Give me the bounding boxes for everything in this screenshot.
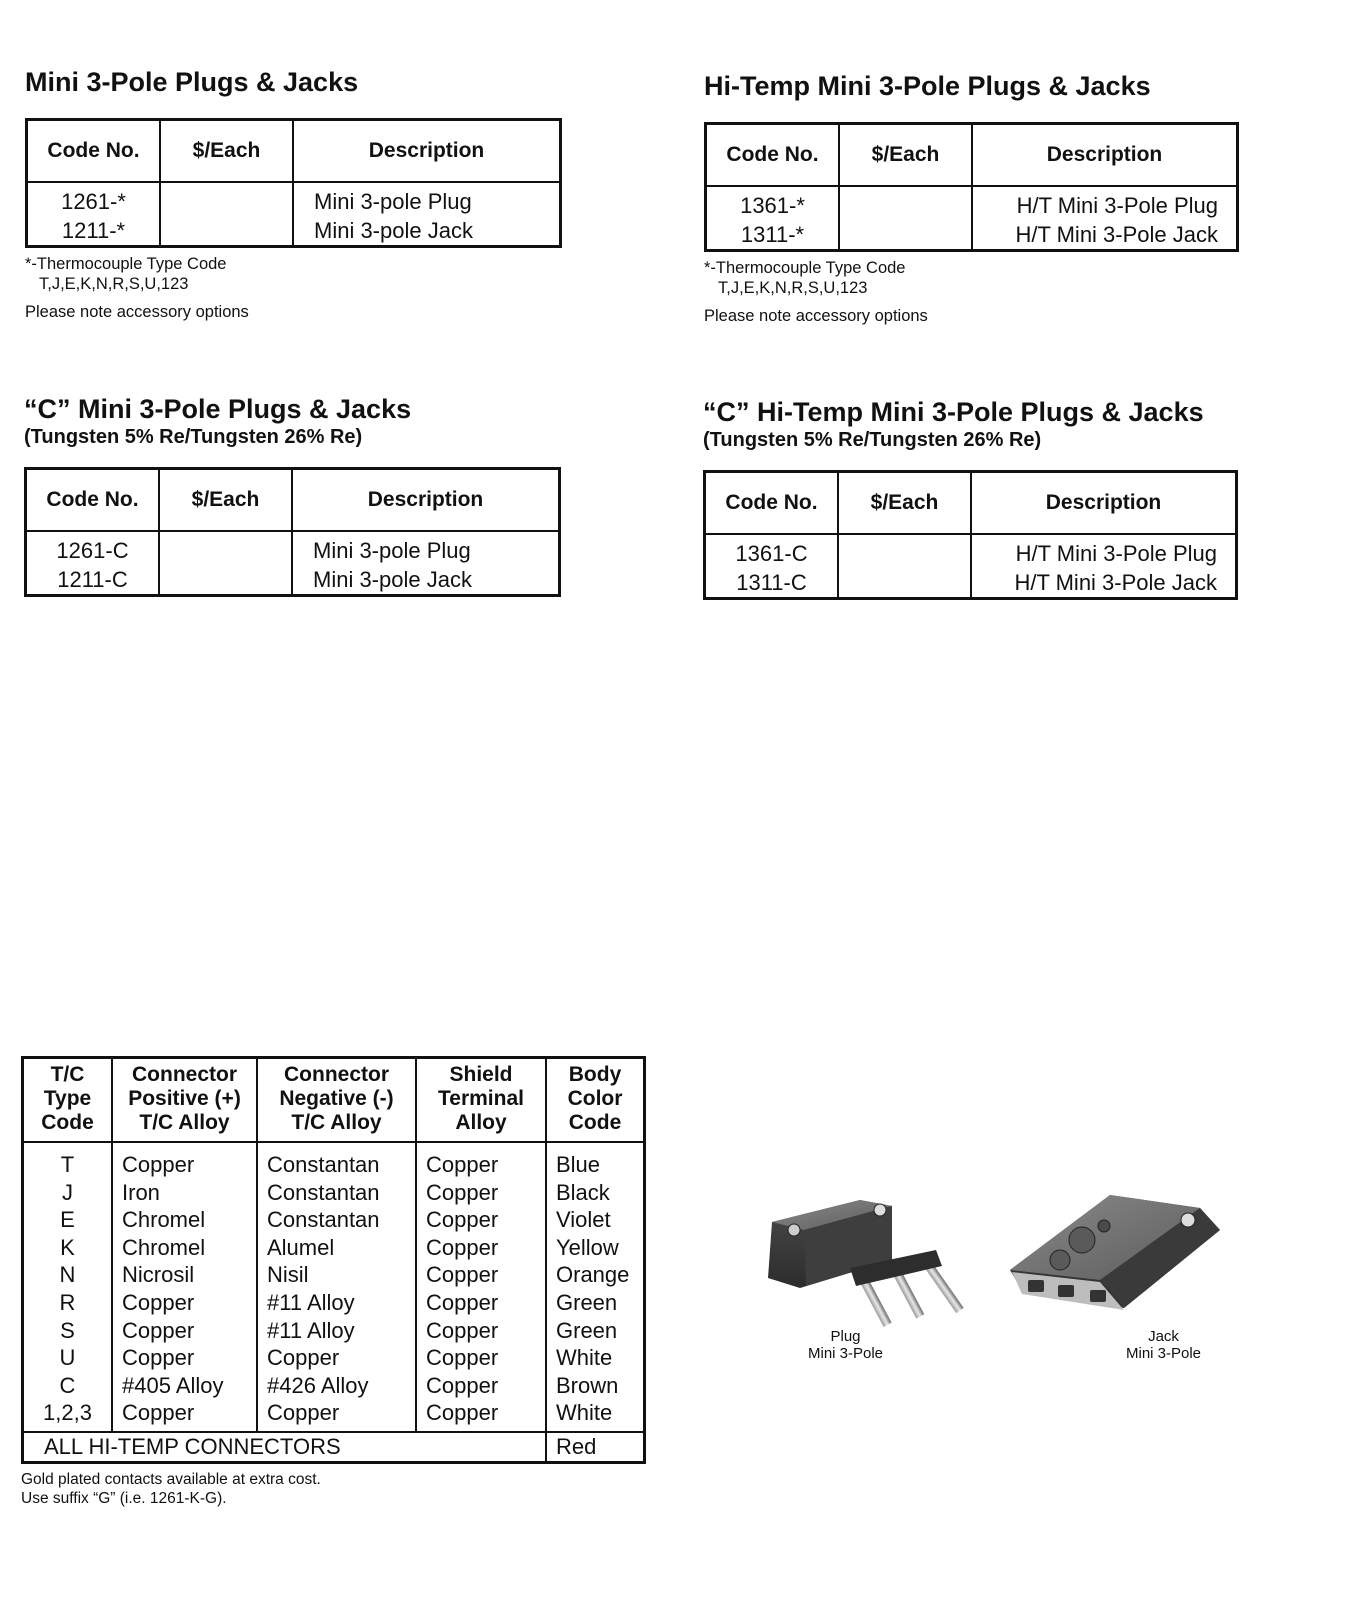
positive-alloy-cell: Copper (112, 1344, 257, 1372)
header-line: Type (43, 1087, 92, 1110)
tc-type-cell: K (23, 1234, 113, 1262)
table-header-row (705, 472, 1237, 535)
positive-alloy-cell: Copper (112, 1317, 257, 1345)
table-row (23, 1289, 645, 1317)
note-line: T,J,E,K,N,R,S,U,123 (39, 275, 189, 293)
header-each: $/Each (159, 469, 292, 532)
accessory-note: Please note accessory options (704, 307, 928, 325)
negative-alloy-cell: #11 Alloy (257, 1289, 416, 1317)
tc-type-cell: U (23, 1344, 113, 1372)
body-color-cell: Yellow (556, 1234, 619, 1260)
header-negative (257, 1058, 416, 1143)
header-positive (112, 1058, 257, 1143)
table-row (23, 1142, 645, 1179)
desc-cell: Mini 3-pole Jack (313, 567, 472, 592)
header-code: Code No. (706, 124, 840, 187)
alloy-table-body (23, 1142, 645, 1432)
table-header-row (706, 124, 1238, 187)
table-row (706, 220, 1238, 251)
table-row (706, 186, 1238, 220)
negative-alloy-cell: Constantan (257, 1179, 416, 1207)
header-shield (416, 1058, 546, 1143)
c-hitemp-section (703, 396, 1238, 600)
header-description: Description (971, 472, 1237, 535)
tc-type-cell: J (23, 1179, 113, 1207)
code-cell: 1211-* (27, 216, 161, 247)
code-cell: 1311-C (705, 568, 839, 599)
plug-connector (768, 1200, 964, 1327)
header-each: $/Each (838, 472, 971, 535)
each-cell (838, 534, 971, 568)
shield-alloy-cell: Copper (416, 1289, 546, 1317)
desc-cell: Mini 3-pole Plug (313, 538, 471, 563)
each-cell (159, 565, 292, 596)
table-row (23, 1261, 645, 1289)
caption-line: Plug (830, 1328, 861, 1345)
table-row (23, 1344, 645, 1372)
body-color-cell: Violet (556, 1207, 611, 1233)
body-color-cell: Black (556, 1179, 610, 1205)
negative-alloy-cell: #11 Alloy (257, 1317, 416, 1345)
tc-type-cell: N (23, 1261, 113, 1289)
code-cell: 1361-C (705, 534, 839, 568)
desc-cell: H/T Mini 3-Pole Plug (1016, 193, 1218, 218)
negative-alloy-cell: Copper (257, 1344, 416, 1372)
negative-alloy-cell: #426 Alloy (257, 1372, 416, 1400)
header-line: Connector (132, 1063, 237, 1086)
c-mini-title: “C” Mini 3-Pole Plugs & Jacks (24, 394, 412, 424)
shield-alloy-cell: Copper (416, 1234, 546, 1262)
c-mini-section (24, 393, 561, 597)
alloy-table (21, 1056, 646, 1464)
mini-section (25, 66, 562, 322)
header-line: Negative (-) (279, 1087, 394, 1110)
positive-alloy-cell: Copper (112, 1142, 257, 1179)
code-cell: 1261-* (27, 182, 161, 216)
negative-alloy-cell: Constantan (257, 1142, 416, 1179)
header-line: Color (567, 1087, 623, 1110)
header-line: Alloy (455, 1111, 507, 1134)
shield-alloy-cell: Copper (416, 1372, 546, 1400)
header-tc-type (23, 1058, 113, 1143)
header-line: T/C Alloy (139, 1111, 230, 1134)
footer-color: Red (546, 1432, 645, 1463)
jack-caption (1126, 1328, 1201, 1362)
header-each: $/Each (839, 124, 972, 187)
gold-plated-note (21, 1470, 646, 1508)
tc-type-cell: C (23, 1372, 113, 1400)
c-mini-subtitle: (Tungsten 5% Re/Tungsten 26% Re) (24, 426, 363, 448)
code-cell: 1211-C (26, 565, 160, 596)
header-description: Description (293, 120, 561, 183)
table-header-row (23, 1058, 645, 1143)
each-cell (160, 182, 293, 216)
hitemp-table (704, 122, 1239, 252)
tc-type-cell: S (23, 1317, 113, 1345)
positive-alloy-cell: Iron (112, 1179, 257, 1207)
table-row (26, 531, 560, 565)
note-line: Use suffix “G” (i.e. 1261-K-G). (21, 1489, 227, 1507)
positive-alloy-cell: Nicrosil (112, 1261, 257, 1289)
body-color-cell: White (556, 1345, 613, 1371)
header-code: Code No. (27, 120, 161, 183)
table-row (23, 1234, 645, 1262)
desc-cell: H/T Mini 3-Pole Jack (1015, 222, 1218, 247)
negative-alloy-cell: Copper (257, 1399, 416, 1432)
tc-type-cell: E (23, 1206, 113, 1234)
tc-type-cell: R (23, 1289, 113, 1317)
c-hitemp-table (703, 470, 1238, 600)
desc-cell: H/T Mini 3-Pole Plug (1015, 541, 1217, 566)
note-line: T,J,E,K,N,R,S,U,123 (718, 279, 868, 297)
table-row (23, 1372, 645, 1400)
table-row (27, 216, 561, 247)
negative-alloy-cell: Alumel (257, 1234, 416, 1262)
header-body-color (546, 1058, 645, 1143)
tc-type-cell: T (23, 1142, 113, 1179)
shield-alloy-cell: Copper (416, 1399, 546, 1432)
table-row (705, 534, 1237, 568)
footer-row (23, 1432, 645, 1463)
positive-alloy-cell: #405 Alloy (112, 1372, 257, 1400)
shield-alloy-cell: Copper (416, 1261, 546, 1289)
accessory-note: Please note accessory options (25, 303, 249, 321)
body-color-cell: Blue (556, 1152, 601, 1177)
body-color-cell: Green (556, 1317, 618, 1343)
table-row (23, 1206, 645, 1234)
desc-cell: Mini 3-pole Jack (314, 218, 473, 243)
desc-cell: H/T Mini 3-Pole Jack (1014, 570, 1217, 595)
c-hitemp-subtitle: (Tungsten 5% Re/Tungsten 26% Re) (703, 429, 1042, 451)
alloy-section (21, 1056, 646, 1508)
positive-alloy-cell: Chromel (112, 1206, 257, 1234)
each-cell (839, 220, 972, 251)
c-hitemp-title: “C” Hi-Temp Mini 3-Pole Plugs & Jacks (703, 397, 1204, 427)
body-color-cell: Brown (556, 1372, 619, 1398)
caption-line: Mini 3-Pole (1126, 1345, 1202, 1362)
hitemp-title: Hi-Temp Mini 3-Pole Plugs & Jacks (704, 71, 1151, 101)
mini-title: Mini 3-Pole Plugs & Jacks (25, 67, 359, 97)
code-cell: 1311-* (706, 220, 840, 251)
header-line: T/C Alloy (291, 1111, 382, 1134)
negative-alloy-cell: Constantan (257, 1206, 416, 1234)
each-cell (838, 568, 971, 599)
header-code: Code No. (26, 469, 160, 532)
type-code-note (704, 258, 1239, 298)
header-line: T/C (50, 1063, 85, 1086)
table-header-row (27, 120, 561, 183)
header-line: Code (41, 1111, 94, 1134)
tc-type-cell: 1,2,3 (23, 1399, 113, 1432)
mini-table (25, 118, 562, 248)
body-color-cell: Green (556, 1289, 618, 1315)
each-cell (159, 531, 292, 565)
desc-cell: Mini 3-pole Plug (314, 189, 472, 214)
table-header-row (26, 469, 560, 532)
header-each: $/Each (160, 120, 293, 183)
positive-alloy-cell: Chromel (112, 1234, 257, 1262)
body-color-cell: Orange (556, 1262, 630, 1288)
note-line: Gold plated contacts available at extra cost. (21, 1470, 321, 1488)
code-cell: 1361-* (706, 186, 840, 220)
plug-caption (808, 1328, 883, 1362)
table-row (23, 1399, 645, 1432)
header-line: Body (568, 1063, 622, 1086)
body-color-cell: White (556, 1400, 613, 1426)
type-code-note (25, 254, 562, 294)
header-line: Terminal (438, 1087, 524, 1110)
shield-alloy-cell: Copper (416, 1344, 546, 1372)
table-row (705, 568, 1237, 599)
footer-label: ALL HI-TEMP CONNECTORS (23, 1432, 547, 1463)
table-row (26, 565, 560, 596)
table-row (23, 1179, 645, 1207)
note-line: *-Thermocouple Type Code (25, 255, 227, 273)
header-line: Connector (284, 1063, 389, 1086)
code-cell: 1261-C (26, 531, 160, 565)
negative-alloy-cell: Nisil (257, 1261, 416, 1289)
jack-connector (1010, 1195, 1220, 1310)
header-code: Code No. (705, 472, 839, 535)
each-cell (160, 216, 293, 247)
shield-alloy-cell: Copper (416, 1179, 546, 1207)
shield-alloy-cell: Copper (416, 1142, 546, 1179)
table-row (23, 1317, 645, 1345)
table-row (27, 182, 561, 216)
each-cell (839, 186, 972, 220)
header-line: Shield (449, 1063, 513, 1086)
header-line: Positive (+) (128, 1087, 241, 1110)
hitemp-section (704, 70, 1239, 326)
shield-alloy-cell: Copper (416, 1206, 546, 1234)
shield-alloy-cell: Copper (416, 1317, 546, 1345)
positive-alloy-cell: Copper (112, 1399, 257, 1432)
c-mini-table (24, 467, 561, 597)
header-description: Description (292, 469, 560, 532)
connector-photo (760, 1180, 1240, 1380)
header-description: Description (972, 124, 1238, 187)
caption-line: Mini 3-Pole (808, 1345, 884, 1362)
positive-alloy-cell: Copper (112, 1289, 257, 1317)
caption-line: Jack (1148, 1328, 1179, 1345)
note-line: *-Thermocouple Type Code (704, 259, 906, 277)
header-line: Code (568, 1111, 622, 1134)
